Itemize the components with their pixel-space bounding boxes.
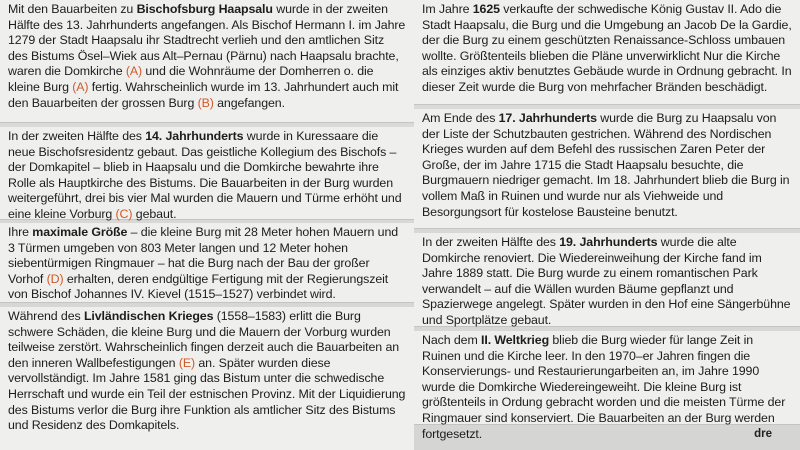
map-reference: (A) bbox=[72, 79, 89, 94]
highlight-title: maximale Größe bbox=[32, 225, 128, 239]
text: wurde in Kuressaare die neue Bischofsresidentz gebaut. Das geistliche Kollegium des Bischofs – der Domkapitel – blieb in Haapsalu und die Domkirche bewahrte ihre Rolle als Hauptkirche des Bistums. Die Bauarbeiten in der Burg wurden weitergeführt, drei bis vier Mal wurden die Mauern und Türme erhöht und eine kleine Vorburg bbox=[8, 129, 402, 221]
paragraph-17th-century bbox=[414, 109, 800, 229]
text: (1558–1583) erlitt die Burg schwere Schäden, die kleine Burg und die Mauern der Vorburg wurden teilweise zerstört. Wahrscheinlich fingen derzeit auch die Bauarbeiten an den inneren Wallbefestigungen bbox=[8, 309, 400, 370]
text: und die Wohnräume der Domherren o. die kleine Burg bbox=[8, 64, 374, 94]
paragraph-1625 bbox=[414, 0, 800, 105]
photographer-watermark: dre bbox=[754, 428, 772, 440]
highlight-title: Livländischen Krieges bbox=[83, 309, 214, 323]
highlight-title: 19. Jahrhunderts bbox=[559, 235, 658, 249]
text: angefangen. bbox=[213, 95, 285, 110]
text: blieb die Burg wieder für lange Zeit in Ruinen und die Kirche leer. In den 1970–er Jahren fingen die Konservierungs- und Restaurierungarbeiten an, im Jahre 1990 wurde die Domkirche Wiedereingeweiht. Die kleine Burg ist größtenteils in Ordung gebracht worden und die meisten Türme der Ringmauer sind konserviert. Die Bauarbeiten an der Burg werden fortgesetzt. bbox=[422, 333, 786, 441]
highlight-title: 14. Jahrhunderts bbox=[145, 129, 244, 143]
text: In der zweiten Hälfte des bbox=[8, 129, 146, 143]
paragraph-max-size bbox=[0, 223, 414, 303]
paragraph-world-war-2 bbox=[414, 331, 800, 441]
text: Ihre bbox=[8, 225, 33, 239]
text: In der zweiten Hälfte des bbox=[422, 235, 560, 249]
text: – die kleine Burg mit 28 Meter hohen Mauern und 3 Türmen umgeben von 803 Meter langen und 12 Meter hohen siebentürmigen Ringmauer – hat die Burg nach der Bau der großer Vorhof bbox=[8, 225, 399, 286]
highlight-title: II. Weltkrieg bbox=[481, 333, 550, 347]
map-reference: (D) bbox=[46, 271, 64, 286]
text: verkaufte der schwedische König Gustav II. Ado die Stadt Haapsalu, die Burg und die Umgebung an Jacob De la Gardie, der die Burg zu einem geschützten Renaissance-Schloss umbauen wollte. Größtenteils blieben die Pläne unverwirklicht Nur die Kirche als einziges aktiv benutztes Gebäude wurde in Ordnung gebracht. In dieser Zeit wurde die Burg von mehrfacher Bränden beschädigt. bbox=[422, 2, 792, 94]
map-reference: (C) bbox=[115, 206, 133, 221]
text: wurde in der zweiten Hälfte des 13. Jahrhunderts angefangen. Als Bischof Hermann I. im Jahre 1279 der Stadt Haapsalu ihr Stadtrecht verlieh und den amtlichen Sitz des Bistums Ösel–Wiek aus Alt–Pernau (Pärnu) nach Haapsalu brachte, waren die Domkirche bbox=[8, 2, 406, 79]
text: an. Später wurden diese vervollständigt. Im Jahre 1581 ging das Bistum unter die schwedische Herrschaft und wurde ein Teil der estnischen Provinz. Mit der Liquidierung des Bistums verlor die Burg ihre Funktion als amtlicher Sitz des Bistums und Residenz des Domkapitels. bbox=[8, 355, 406, 433]
text: Nach dem bbox=[422, 333, 482, 347]
map-reference: (B) bbox=[197, 95, 214, 110]
highlight-title: Bischofsburg Haapsalu bbox=[136, 2, 273, 16]
text: Im Jahre bbox=[422, 2, 473, 16]
paragraph-livonian-war bbox=[0, 307, 414, 450]
map-reference: (E) bbox=[178, 355, 196, 370]
text: Mit den Bauarbeiten zu bbox=[8, 2, 137, 16]
highlight-title: 1625 bbox=[472, 2, 500, 16]
paragraph-14th-century bbox=[0, 127, 414, 220]
text: Am Ende des bbox=[422, 111, 499, 125]
paragraph-intro bbox=[0, 0, 414, 123]
text: fertig. Wahrscheinlich wurde im 13. Jahrhundert auch mit den Bauarbeiten der grossen Burg bbox=[8, 79, 399, 110]
paragraph-19th-century bbox=[414, 233, 800, 327]
text: gebaut. bbox=[132, 206, 177, 221]
map-reference: (A) bbox=[125, 64, 143, 79]
text: wurde die Burg zu Haapsalu von der Liste der Schutzbauten gestrichen. Während des Nordischen Krieges wurden auf dem Befehl des russischen Zaren Peter der Große, der im Jahre 1715 die Stadt Haapsalu besuchte, die Burgmauern niedriger gemacht. Im 18. Jahrhundert blieb die Burg in vollem Maß in Ruinen und wurde nur als Viehweide und Besorgungsort für kostelose Bausteine benutzt. bbox=[422, 111, 790, 219]
text: erhalten, deren endgültige Fertigung mit der Regierungszeit von Bischof Johannes IV. Kievel (1515–1527) verbindet wird. bbox=[8, 271, 389, 302]
text: wurde die alte Domkirche renoviert. Die Wiedereinweihung der Kirche fand im Jahre 1889 statt. Die Burg wurde zu einem romantischen Park verwandelt – auf die Wällen wurden Bäume gepflanzt und Spazierwege angelegt. Später wurden in den Hof eine Sängerbühne und Sportplätze gebaut. bbox=[422, 235, 791, 327]
highlight-title: 17. Jahrhunderts bbox=[498, 111, 597, 125]
text: Während des bbox=[8, 309, 84, 323]
